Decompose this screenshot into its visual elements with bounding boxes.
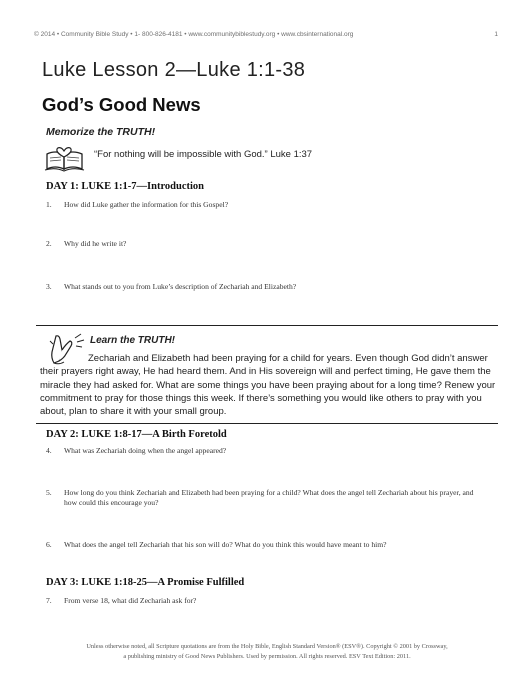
learn-heading: Learn the TRUTH! — [90, 335, 175, 346]
question-text: What does the angel tell Zechariah that his son will do? What do you think this would have meant to him? — [64, 540, 387, 549]
question-2 — [46, 239, 486, 249]
question-number: 5. — [46, 488, 52, 497]
question-text: What was Zechariah doing when the angel appeared? — [64, 446, 227, 455]
question-text: Why did he write it? — [64, 239, 127, 248]
question-3 — [46, 282, 486, 292]
page-header — [34, 31, 498, 38]
open-bible-heart-icon — [44, 142, 86, 174]
question-number: 4. — [46, 446, 52, 455]
question-number: 6. — [46, 540, 52, 549]
memorize-heading: Memorize the TRUTH! — [46, 126, 156, 138]
learn-paragraph: Zechariah and Elizabeth had been praying for a child for years. Even though God didn’t answer their prayers right away, He had heard them. And in His sovereign will and perfect timing, He gave them the miracle they had asked for. What are some things you have been praying about for a long time? Renew your commitment to pray for those things this week. If there’s something you would like others to pray with you about, plan to share it with your small group. — [40, 353, 496, 418]
page-footer — [36, 642, 498, 661]
question-text: From verse 18, what did Zechariah ask for? — [64, 596, 197, 605]
lesson-subtitle: God’s Good News — [42, 94, 201, 115]
day1-heading: DAY 1: LUKE 1:1-7—Introduction — [46, 181, 205, 192]
footer-line-2: a publishing ministry of Good News Publishers. Used by permission. All rights reserved. ESV Text Edition: 2011. — [123, 652, 411, 660]
question-6 — [46, 540, 486, 550]
question-number: 3. — [46, 282, 52, 291]
question-text: What stands out to you from Luke’s description of Zechariah and Elizabeth? — [64, 282, 297, 291]
question-number: 7. — [46, 596, 52, 605]
question-1 — [46, 200, 486, 210]
question-number: 1. — [46, 200, 52, 209]
day2-heading: DAY 2: LUKE 1:8-17—A Birth Foretold — [46, 429, 227, 440]
section-divider — [36, 325, 498, 326]
question-4 — [46, 446, 486, 456]
footer-line-1: Unless otherwise noted, all Scripture quotations are from the Holy Bible, English Standard Version® (ESV®). Copyright © 2001 by Crossway, — [86, 643, 448, 650]
question-text: How long do you think Zechariah and Elizabeth had been praying for a child? What does the angel tell Zechariah about his prayer, and how could this encourage you? — [64, 488, 474, 507]
section-divider — [36, 423, 498, 424]
copyright-line: © 2014 • Community Bible Study • 1- 800-826-4181 • www.communitybiblestudy.org • www.cbsinternational.org — [34, 31, 354, 38]
question-7 — [46, 596, 486, 606]
question-number: 2. — [46, 239, 52, 248]
question-5 — [46, 488, 486, 508]
memory-verse: “For nothing will be impossible with God.” Luke 1:37 — [94, 149, 313, 160]
lesson-title: Luke Lesson 2—Luke 1:1-38 — [42, 59, 306, 81]
question-text: How did Luke gather the information for this Gospel? — [64, 200, 229, 209]
page-number: 1 — [494, 31, 498, 38]
day3-heading: DAY 3: LUKE 1:18-25—A Promise Fulfilled — [46, 577, 245, 588]
